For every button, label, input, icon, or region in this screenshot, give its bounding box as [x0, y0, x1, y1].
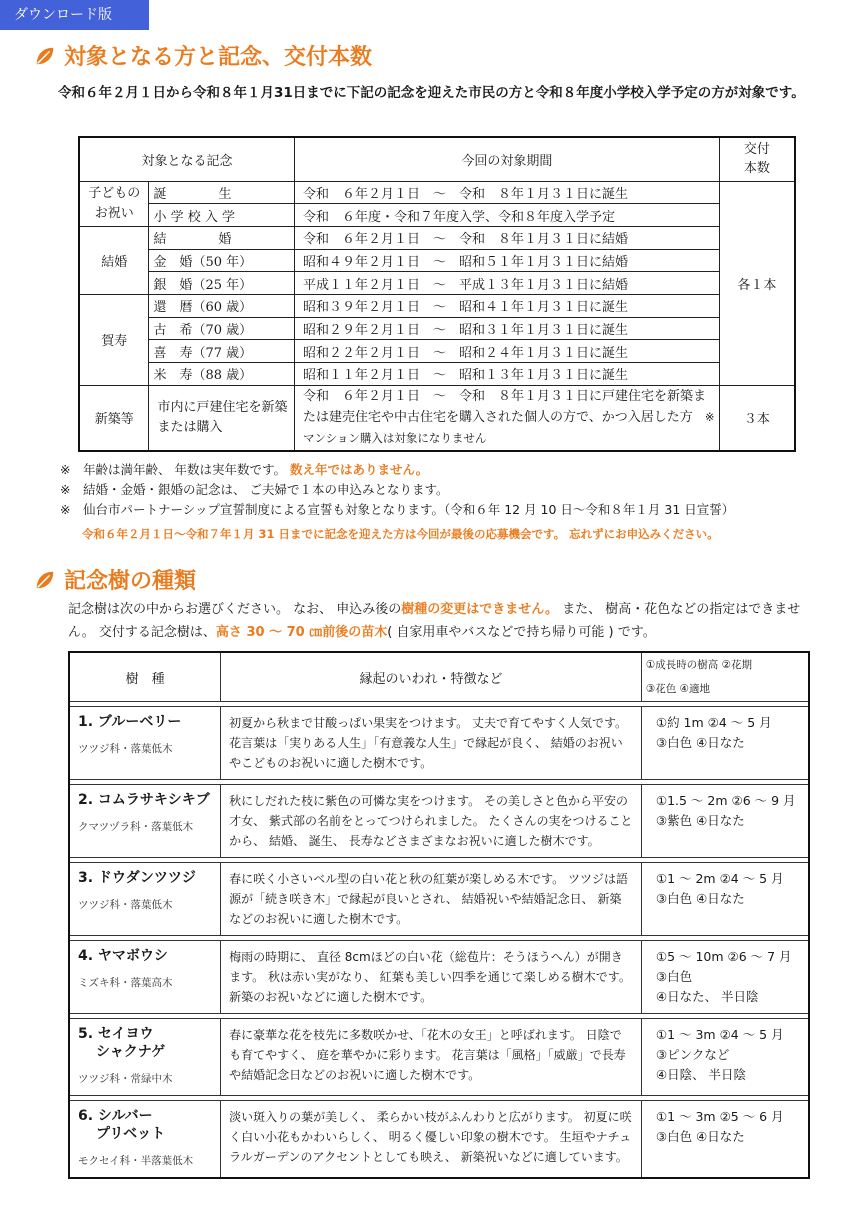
table-row [69, 1101, 809, 1179]
table-row [79, 181, 795, 204]
tree-name [78, 1107, 212, 1143]
tree-family: モクセイ科・半落葉低木 [78, 1155, 194, 1167]
event-cell: 銀 婚（25 年） [149, 272, 295, 295]
period-cell: 令和 ６年２月１日 ～ 令和 ８年１月３１日に誕生 [294, 181, 719, 204]
tree-name [78, 791, 212, 809]
tree-family: ツツジ科・落葉低木 [78, 899, 173, 911]
event-cell: 還 暦（60 歳） [149, 294, 295, 317]
count-newhome: ３本 [719, 385, 795, 451]
leaf-icon [34, 45, 56, 67]
tree-family: ツツジ科・常緑中木 [78, 1073, 173, 1085]
tree-header-row [69, 652, 809, 702]
tree-spec [641, 863, 809, 936]
intro2-p2: また、 樹高・花色などの指定はできません。 交付する記念樹は、 [68, 602, 801, 640]
tree-species-cell [69, 863, 221, 936]
group-longevity: 賀寿 [79, 294, 149, 385]
period-cell: 昭和１１年２月１日 ～ 昭和１３年１月３１日に誕生 [294, 363, 719, 386]
event-cell: 米 寿（88 歳） [149, 363, 295, 386]
tree-name-line2: シャクナゲ [96, 1044, 166, 1060]
spec-line: ③白色 ④日なた [655, 891, 745, 906]
section2-title-text: 記念樹の種類 [64, 569, 197, 594]
header-period: 今回の対象期間 [294, 137, 719, 181]
tree-name-line1: 6. シルバー [78, 1108, 153, 1124]
header-species: 樹 種 [69, 652, 221, 702]
tree-species-cell [69, 941, 221, 1014]
event-cell: 喜 寿（77 歳） [149, 340, 295, 363]
intro2-p1: 記念樹は次の中からお選びください。 なお、 申込み後の [68, 602, 402, 617]
header-origin: 縁起のいわれ・特徴など [221, 652, 642, 702]
table-row-newhome [79, 385, 795, 451]
leaf-icon [34, 569, 56, 591]
table-row [79, 363, 795, 386]
table-row [79, 294, 795, 317]
section1-intro: 令和６年２月１日から令和８年１月31日までに下記の記念を迎えた市民の方と令和８年度小学校入学予定の方が対象です。 [58, 85, 805, 101]
event-cell: 古 希（70 歳） [149, 317, 295, 340]
table-row [79, 272, 795, 295]
tree-name [78, 947, 212, 965]
tree-spec [641, 1019, 809, 1096]
table-row [69, 707, 809, 780]
table-row [79, 249, 795, 272]
tree-family: ツツジ科・落葉低木 [78, 743, 173, 755]
tree-rows [69, 702, 809, 1179]
tree-species-cell [69, 1019, 221, 1096]
tree-desc: 梅雨の時期に、 直径 8cmほどの白い花（総苞片：そうほうへん）が開きます。 秋は赤い実がなり、 紅葉も美しい四季を通じて楽しめる樹木です。 新築のお祝いなどに適した樹木です。 [221, 941, 642, 1014]
tree-desc: 初夏から秋まで甘酸っぱい果実をつけます。 丈夫で育てやすく人気です。 花言葉は「実りある人生」「有意義な人生」で縁起が良く、 結婚のお祝いやこどものお祝いに適した樹木です。 [221, 707, 642, 780]
intro2-e2: 高さ 30 ～ 70 ㎝前後の苗木 [215, 625, 388, 640]
spec-line: ①1.5 ～ 2m ②6 ～ 9 月 [655, 793, 796, 808]
header-count [719, 137, 795, 181]
section1-title-text: 対象となる方と記念、交付本数 [64, 45, 373, 70]
count-main: 各１本 [719, 181, 795, 385]
note-strong: 令和６年２月１日～令和７年１月 31 日までに記念を迎えた方は今回が最後の応募機会です。 忘れずにお申込みください。 [82, 527, 719, 541]
tree-name [78, 1025, 212, 1061]
header-count-text: 交付本数 [743, 142, 770, 177]
group-newhome: 新築等 [79, 385, 149, 451]
note-1-emph: 数え年ではありません。 [289, 462, 429, 477]
group-child [79, 181, 149, 226]
tree-desc: 淡い斑入りの葉が美しく、 柔らかい枝がふんわりと広がります。 初夏に咲く白い小花もかわいらしく、 明るく優しい印象の樹木です。 生垣やナチュラルガーデンのアクセントとしても映え、 新築祝いなどに適しています。 [221, 1101, 642, 1179]
tree-family: ミズキ科・落葉高木 [78, 977, 173, 989]
table-row [79, 226, 795, 249]
event-cell: 結 婚 [149, 226, 295, 249]
tree-desc: 秋にしだれた枝に紫色の可憐な実をつけます。 その美しさと色から平安の才女、 紫式部の名前をとってつけられました。 たくさんの実をつけることから、 結婚、 誕生、 長寿などさまざまなお祝いに適した樹木です。 [221, 785, 642, 858]
spec-line: ①1 ～ 3m ②5 ～ 6 月 [655, 1109, 784, 1124]
note-2: ※ 結婚・金婚・銀婚の記念は、 ご夫婦で１本の申込みとなります。 [60, 482, 449, 497]
tree-table [68, 651, 810, 1179]
spec-line: ①1 ～ 2m ②4 ～ 5 月 [655, 871, 784, 886]
tree-species-cell [69, 1101, 221, 1179]
eligibility-header-row [79, 137, 795, 181]
tree-name-line2: プリベット [96, 1126, 166, 1142]
group-marriage: 結婚 [79, 226, 149, 294]
spec-line: ①1 ～ 3m ②4 ～ 5 月 [655, 1027, 784, 1042]
period-newhome-note: ※マンション購入は対象になりません [302, 409, 715, 445]
tree-spec [641, 707, 809, 780]
tree-desc: 春に咲く小さいベル型の白い花と秋の紅葉が楽しめる木です。 ツツジは語源が「続き咲き木」で縁起が良いとされ、 結婚祝いや結婚記念日、 新築などのお祝いに適した樹木です。 [221, 863, 642, 936]
tree-family: クマツヅラ科・落葉低木 [78, 821, 194, 833]
period-cell: 平成１１年２月１日 ～ 平成１３年１月３１日に結婚 [294, 272, 719, 295]
period-cell: 昭和３９年２月１日 ～ 昭和４１年１月３１日に誕生 [294, 294, 719, 317]
table-row [69, 1019, 809, 1096]
period-cell: 昭和４９年２月１日 ～ 昭和５１年１月３１日に結婚 [294, 249, 719, 272]
period-newhome-text: 令和 ６年２月１日 ～ 令和 ８年１月３１日に戸建住宅を新築または建売住宅や中古住宅を購入された個人の方で、かつ入居した方 [302, 388, 706, 425]
table-row [69, 785, 809, 858]
spec-line: ③白色 [655, 969, 693, 984]
tree-name-line1: 5. セイヨウ [78, 1026, 154, 1042]
header-event: 対象となる記念 [79, 137, 294, 181]
tree-name-line1: 1. ブルーベリー [78, 714, 182, 730]
tree-name-line1: 3. ドウダンツツジ [78, 870, 196, 886]
download-badge: ダウンロード版 [0, 0, 149, 30]
tree-spec [641, 1101, 809, 1179]
table-row [79, 340, 795, 363]
note-3: ※ 仙台市パートナーシップ宣誓制度による宣誓も対象となります。（令和６年 12 月 10 日～令和８年１月 31 日宣誓） [60, 502, 735, 517]
table-row [69, 941, 809, 1014]
tree-name [78, 713, 212, 731]
group-child-text: 子どものお祝い [88, 185, 141, 221]
spec-line: ④日なた、 半日陰 [655, 989, 759, 1004]
period-cell: 令和 ６年２月１日 ～ 令和 ８年１月３１日に結婚 [294, 226, 719, 249]
tree-name-line1: 4. ヤマボウシ [78, 948, 168, 964]
tree-desc: 春に豪華な花を枝先に多数咲かせ、「花木の女王」と呼ばれます。 日陰でも育てやすく、 庭を華やかに彩ります。 花言葉は「風格」「威厳」で長寿や結婚記念日などのお祝いに適した樹木です。 [221, 1019, 642, 1096]
intro2-p3: ( 自家用車やバスなどで持ち帰り可能 ) です。 [387, 625, 656, 640]
tree-spec [641, 785, 809, 858]
section2-intro [68, 598, 820, 644]
section1-title [34, 40, 372, 71]
spec-line: ①約 1m ②4 ～ 5 月 [655, 715, 772, 730]
period-cell: 昭和２９年２月１日 ～ 昭和３１年１月３１日に誕生 [294, 317, 719, 340]
note-1-text: ※ 年齢は満年齢、 年数は実年数です。 [60, 462, 286, 477]
header-legend [641, 652, 809, 702]
table-row [79, 317, 795, 340]
spec-line: ③白色 ④日なた [655, 1129, 745, 1144]
intro2-e1: 樹種の変更はできません。 [401, 602, 559, 617]
event-cell-newhome: 市内に戸建住宅を新築または購入 [149, 385, 295, 451]
tree-name [78, 869, 212, 887]
spec-line: ③ピンクなど [655, 1047, 730, 1062]
legend-line-1: ①成長時の樹高 ②花期 [645, 659, 753, 671]
spec-line: ④日陰、 半日陰 [655, 1067, 747, 1082]
spec-line: ①5 ～ 10m ②6 ～ 7 月 [655, 949, 792, 964]
table-row [69, 863, 809, 936]
spec-line: ③白色 ④日なた [655, 735, 745, 750]
period-cell: 昭和２２年２月１日 ～ 昭和２４年１月３１日に誕生 [294, 340, 719, 363]
spec-line: ③紫色 ④日なた [655, 813, 745, 828]
period-cell: 令和 ６年度・令和７年度入学、令和８年度入学予定 [294, 204, 719, 227]
event-cell: 小 学 校 入 学 [149, 204, 295, 227]
event-cell: 金 婚（50 年） [149, 249, 295, 272]
tree-species-cell [69, 707, 221, 780]
section2-title [34, 564, 196, 595]
tree-species-cell [69, 785, 221, 858]
event-cell: 誕 生 [149, 181, 295, 204]
eligibility-table [78, 136, 796, 452]
tree-name-line1: 2. コムラサキシキブ [78, 792, 210, 808]
tree-spec [641, 941, 809, 1014]
period-cell-newhome [294, 385, 719, 451]
note-1 [60, 460, 734, 480]
notes [60, 460, 734, 520]
table-row [79, 204, 795, 227]
legend-line-2: ③花色 ④適地 [645, 683, 711, 695]
